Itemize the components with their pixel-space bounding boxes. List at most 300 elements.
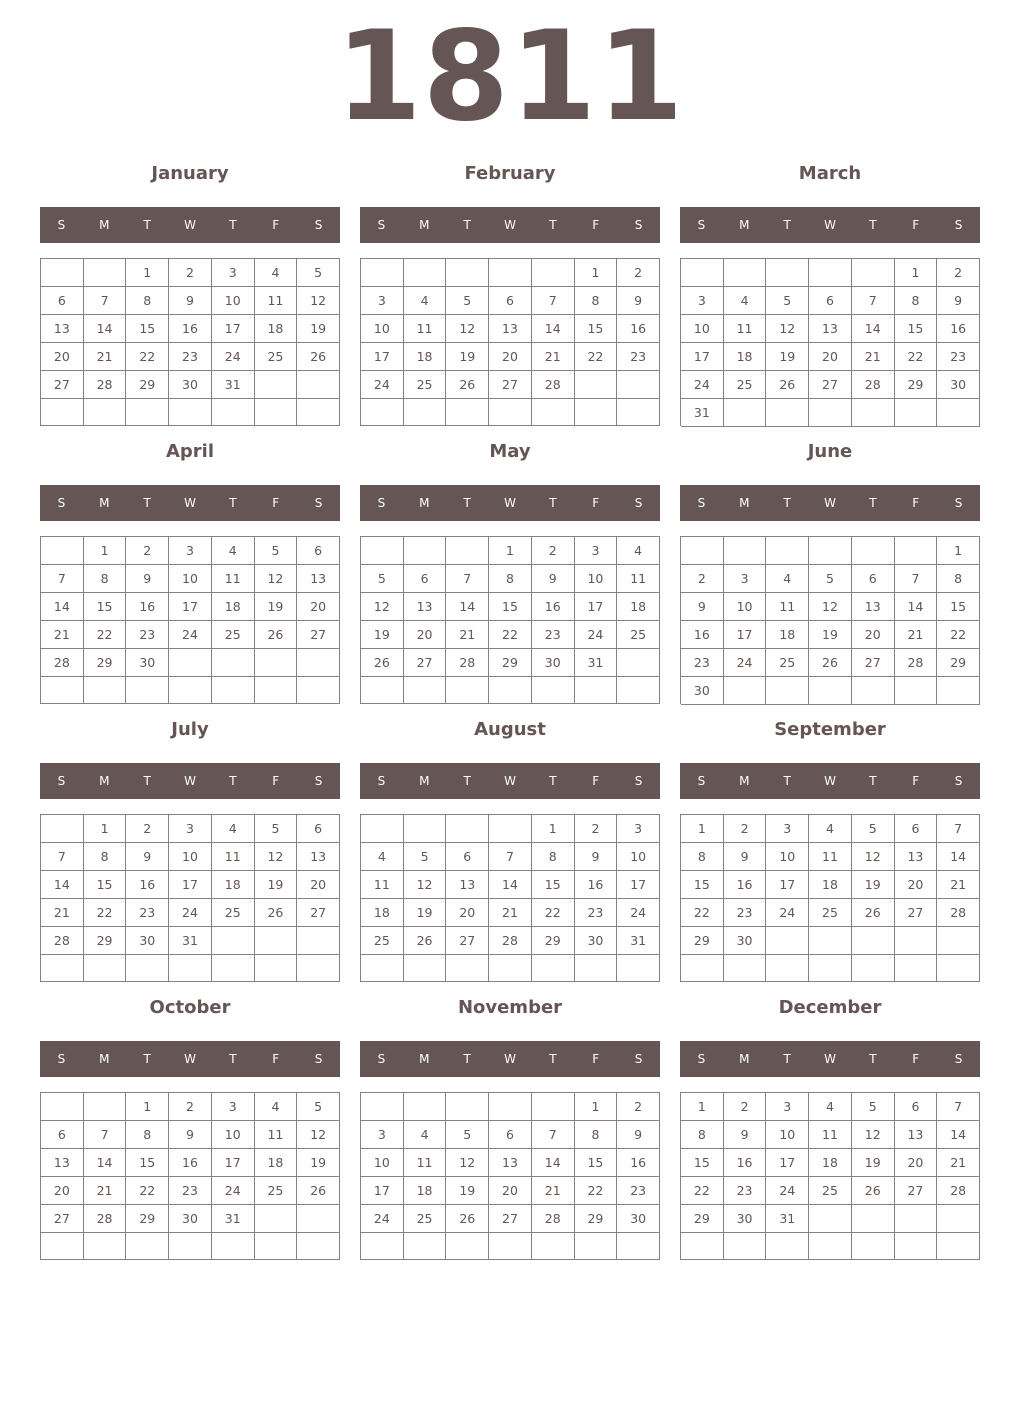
day-cell: 5 — [852, 1093, 895, 1121]
day-cell: 4 — [212, 815, 255, 843]
day-cell: 13 — [297, 843, 340, 871]
month-name: May — [489, 441, 531, 462]
day-cell: 9 — [681, 593, 724, 621]
weekday-label: W — [504, 774, 516, 788]
empty-cell — [937, 677, 980, 705]
day-cell: 15 — [937, 593, 980, 621]
day-cell: 21 — [41, 899, 84, 927]
day-cell: 15 — [575, 315, 618, 343]
empty-cell — [84, 1233, 127, 1260]
day-cell: 9 — [126, 565, 169, 593]
day-cell: 9 — [532, 565, 575, 593]
empty-cell — [446, 955, 489, 982]
empty-cell — [404, 399, 447, 426]
day-cell: 7 — [84, 1121, 127, 1149]
day-cell: 27 — [297, 899, 340, 927]
weekday-label: S — [314, 496, 323, 510]
day-cell: 10 — [575, 565, 618, 593]
empty-cell — [404, 815, 447, 843]
empty-cell — [169, 1233, 212, 1260]
day-cell: 29 — [895, 371, 938, 399]
day-cell: 13 — [41, 1149, 84, 1177]
day-cell: 29 — [681, 1205, 724, 1233]
empty-cell — [361, 1093, 404, 1121]
day-cell: 7 — [84, 287, 127, 315]
weekday-label: T — [549, 1052, 557, 1066]
day-cell: 10 — [617, 843, 660, 871]
weekday-header — [360, 763, 660, 799]
day-cell: 14 — [41, 593, 84, 621]
weekday-label: T — [229, 218, 237, 232]
weekday-label: T — [463, 218, 471, 232]
day-cell: 31 — [212, 1205, 255, 1233]
weekday-label: F — [272, 496, 280, 510]
day-cell: 16 — [617, 315, 660, 343]
weekday-label: F — [912, 1052, 920, 1066]
day-cell: 25 — [617, 621, 660, 649]
day-cell: 14 — [532, 315, 575, 343]
day-cell: 20 — [446, 899, 489, 927]
day-cell: 24 — [212, 343, 255, 371]
empty-cell — [895, 1205, 938, 1233]
empty-cell — [809, 399, 852, 427]
day-cell: 20 — [895, 871, 938, 899]
day-cell: 23 — [126, 621, 169, 649]
day-cell: 30 — [724, 927, 767, 955]
day-cell: 27 — [489, 371, 532, 399]
weekday-label: T — [783, 496, 791, 510]
day-cell: 14 — [41, 871, 84, 899]
day-cell: 18 — [809, 871, 852, 899]
day-cell: 11 — [404, 315, 447, 343]
month-name: January — [151, 163, 229, 184]
weekday-label: M — [419, 496, 430, 510]
day-cell: 21 — [937, 871, 980, 899]
day-cell: 14 — [937, 843, 980, 871]
day-cell: 9 — [169, 1121, 212, 1149]
day-cell: 30 — [169, 371, 212, 399]
day-cell: 10 — [766, 843, 809, 871]
empty-cell — [489, 955, 532, 982]
weekday-header — [360, 485, 660, 521]
weekday-label: T — [549, 218, 557, 232]
day-cell: 15 — [126, 315, 169, 343]
weekday-label: S — [57, 496, 66, 510]
day-cell: 9 — [724, 1121, 767, 1149]
day-cell: 23 — [724, 1177, 767, 1205]
day-cell: 13 — [895, 843, 938, 871]
day-cell: 5 — [404, 843, 447, 871]
month-name: July — [171, 719, 209, 740]
empty-cell — [41, 1093, 84, 1121]
day-cell: 13 — [41, 315, 84, 343]
day-cell: 17 — [169, 593, 212, 621]
day-cell: 5 — [766, 287, 809, 315]
empty-cell — [852, 399, 895, 427]
day-cell: 8 — [84, 565, 127, 593]
weekday-label: S — [634, 774, 643, 788]
weekday-label: S — [377, 218, 386, 232]
day-cell: 15 — [681, 871, 724, 899]
empty-cell — [361, 537, 404, 565]
weekday-label: S — [377, 774, 386, 788]
day-cell: 13 — [446, 871, 489, 899]
day-cell: 17 — [212, 1149, 255, 1177]
day-cell: 6 — [809, 287, 852, 315]
day-cell: 2 — [937, 259, 980, 287]
day-grid — [40, 258, 340, 426]
empty-cell — [575, 955, 618, 982]
day-cell: 29 — [126, 371, 169, 399]
day-grid — [360, 258, 660, 426]
day-cell: 8 — [575, 287, 618, 315]
weekday-label: M — [99, 774, 110, 788]
day-cell: 11 — [255, 1121, 298, 1149]
day-cell: 1 — [895, 259, 938, 287]
day-cell: 1 — [575, 259, 618, 287]
day-cell: 12 — [446, 315, 489, 343]
empty-cell — [895, 1233, 938, 1260]
day-cell: 17 — [361, 1177, 404, 1205]
day-cell: 28 — [852, 371, 895, 399]
empty-cell — [809, 537, 852, 565]
day-cell: 29 — [84, 927, 127, 955]
day-grid — [360, 814, 660, 982]
weekday-label: F — [912, 496, 920, 510]
empty-cell — [212, 399, 255, 426]
weekday-label: F — [592, 218, 600, 232]
day-cell: 20 — [404, 621, 447, 649]
day-cell: 8 — [489, 565, 532, 593]
empty-cell — [41, 1233, 84, 1260]
day-cell: 15 — [681, 1149, 724, 1177]
empty-cell — [41, 537, 84, 565]
day-cell: 13 — [297, 565, 340, 593]
weekday-label: W — [184, 774, 196, 788]
day-cell: 21 — [84, 1177, 127, 1205]
day-cell: 15 — [84, 593, 127, 621]
weekday-label: M — [99, 218, 110, 232]
day-cell: 18 — [617, 593, 660, 621]
day-grid — [360, 536, 660, 704]
day-cell: 14 — [489, 871, 532, 899]
empty-cell — [532, 259, 575, 287]
empty-cell — [297, 399, 340, 426]
day-cell: 18 — [404, 343, 447, 371]
empty-cell — [489, 677, 532, 704]
weekday-label: W — [184, 218, 196, 232]
day-cell: 27 — [895, 1177, 938, 1205]
empty-cell — [255, 1205, 298, 1233]
empty-cell — [297, 649, 340, 677]
weekday-label: S — [314, 218, 323, 232]
day-cell: 7 — [937, 1093, 980, 1121]
day-cell: 28 — [446, 649, 489, 677]
day-cell: 9 — [937, 287, 980, 315]
weekday-label: S — [697, 1052, 706, 1066]
day-cell: 22 — [126, 1177, 169, 1205]
day-cell: 2 — [532, 537, 575, 565]
weekday-label: S — [57, 774, 66, 788]
day-cell: 3 — [169, 537, 212, 565]
empty-cell — [724, 259, 767, 287]
day-cell: 16 — [617, 1149, 660, 1177]
day-cell: 7 — [489, 843, 532, 871]
weekday-label: M — [419, 1052, 430, 1066]
weekday-label: W — [824, 1052, 836, 1066]
day-cell: 23 — [169, 343, 212, 371]
day-cell: 26 — [297, 343, 340, 371]
weekday-label: T — [143, 1052, 151, 1066]
day-cell: 14 — [84, 315, 127, 343]
weekday-label: T — [549, 496, 557, 510]
weekday-label: M — [739, 496, 750, 510]
empty-cell — [361, 677, 404, 704]
day-cell: 30 — [169, 1205, 212, 1233]
empty-cell — [766, 259, 809, 287]
empty-cell — [212, 927, 255, 955]
day-grid — [680, 258, 980, 426]
day-cell: 25 — [255, 343, 298, 371]
day-cell: 16 — [724, 1149, 767, 1177]
empty-cell — [575, 1233, 618, 1260]
day-cell: 1 — [681, 1093, 724, 1121]
day-cell: 22 — [126, 343, 169, 371]
weekday-label: W — [184, 1052, 196, 1066]
weekday-label: W — [504, 1052, 516, 1066]
day-cell: 29 — [937, 649, 980, 677]
day-cell: 3 — [212, 1093, 255, 1121]
day-cell: 9 — [617, 287, 660, 315]
day-cell: 28 — [84, 1205, 127, 1233]
empty-cell — [404, 537, 447, 565]
empty-cell — [212, 1233, 255, 1260]
day-grid — [680, 814, 980, 982]
day-cell: 6 — [895, 815, 938, 843]
month-name: December — [778, 997, 882, 1018]
weekday-header — [360, 207, 660, 243]
empty-cell — [809, 1233, 852, 1260]
weekday-label: F — [272, 1052, 280, 1066]
day-cell: 24 — [212, 1177, 255, 1205]
day-cell: 30 — [126, 927, 169, 955]
day-cell: 6 — [41, 1121, 84, 1149]
day-cell: 23 — [126, 899, 169, 927]
weekday-label: T — [229, 496, 237, 510]
day-cell: 21 — [489, 899, 532, 927]
day-cell: 4 — [724, 287, 767, 315]
day-cell: 19 — [852, 871, 895, 899]
day-cell: 19 — [255, 871, 298, 899]
weekday-label: T — [783, 774, 791, 788]
day-cell: 26 — [361, 649, 404, 677]
day-cell: 29 — [575, 1205, 618, 1233]
day-cell: 1 — [575, 1093, 618, 1121]
empty-cell — [255, 1233, 298, 1260]
day-cell: 22 — [84, 621, 127, 649]
empty-cell — [895, 399, 938, 427]
day-cell: 12 — [852, 1121, 895, 1149]
day-cell: 26 — [255, 899, 298, 927]
day-cell: 10 — [169, 565, 212, 593]
day-cell: 2 — [724, 1093, 767, 1121]
weekday-label: M — [99, 496, 110, 510]
day-cell: 13 — [489, 315, 532, 343]
day-cell: 7 — [852, 287, 895, 315]
weekday-label: W — [184, 496, 196, 510]
day-grid — [680, 536, 980, 704]
day-cell: 20 — [297, 593, 340, 621]
day-cell: 1 — [489, 537, 532, 565]
day-cell: 16 — [126, 871, 169, 899]
empty-cell — [937, 1205, 980, 1233]
day-cell: 19 — [852, 1149, 895, 1177]
day-cell: 3 — [766, 815, 809, 843]
empty-cell — [169, 649, 212, 677]
day-cell: 26 — [852, 1177, 895, 1205]
day-cell: 30 — [575, 927, 618, 955]
weekday-label: W — [504, 218, 516, 232]
weekday-header — [360, 1041, 660, 1077]
empty-cell — [404, 1093, 447, 1121]
day-cell: 10 — [766, 1121, 809, 1149]
day-cell: 4 — [404, 287, 447, 315]
day-cell: 10 — [169, 843, 212, 871]
empty-cell — [809, 955, 852, 982]
weekday-header — [40, 763, 340, 799]
day-cell: 5 — [255, 537, 298, 565]
day-cell: 27 — [489, 1205, 532, 1233]
day-cell: 14 — [937, 1121, 980, 1149]
day-cell: 30 — [681, 677, 724, 705]
empty-cell — [446, 399, 489, 426]
day-cell: 8 — [681, 843, 724, 871]
day-cell: 31 — [617, 927, 660, 955]
day-cell: 28 — [895, 649, 938, 677]
day-cell: 10 — [212, 1121, 255, 1149]
day-cell: 4 — [361, 843, 404, 871]
day-cell: 13 — [852, 593, 895, 621]
empty-cell — [809, 1205, 852, 1233]
weekday-label: M — [739, 1052, 750, 1066]
day-cell: 28 — [84, 371, 127, 399]
day-cell: 7 — [41, 843, 84, 871]
day-cell: 31 — [212, 371, 255, 399]
day-cell: 6 — [489, 287, 532, 315]
weekday-label: T — [229, 774, 237, 788]
day-cell: 9 — [169, 287, 212, 315]
weekday-label: F — [272, 218, 280, 232]
day-cell: 15 — [532, 871, 575, 899]
empty-cell — [446, 259, 489, 287]
day-cell: 17 — [169, 871, 212, 899]
day-grid — [40, 536, 340, 704]
day-cell: 11 — [212, 843, 255, 871]
day-cell: 23 — [681, 649, 724, 677]
empty-cell — [895, 677, 938, 705]
empty-cell — [297, 1205, 340, 1233]
day-cell: 12 — [255, 843, 298, 871]
day-cell: 10 — [724, 593, 767, 621]
day-cell: 15 — [895, 315, 938, 343]
day-cell: 12 — [809, 593, 852, 621]
day-cell: 24 — [724, 649, 767, 677]
weekday-label: F — [912, 218, 920, 232]
day-cell: 31 — [681, 399, 724, 427]
day-cell: 13 — [489, 1149, 532, 1177]
day-cell: 24 — [766, 899, 809, 927]
weekday-label: S — [697, 496, 706, 510]
day-cell: 2 — [126, 815, 169, 843]
day-cell: 24 — [361, 371, 404, 399]
day-cell: 21 — [84, 343, 127, 371]
day-cell: 3 — [361, 1121, 404, 1149]
empty-cell — [41, 399, 84, 426]
day-cell: 27 — [895, 899, 938, 927]
day-cell: 19 — [446, 343, 489, 371]
weekday-label: M — [739, 218, 750, 232]
day-cell: 7 — [532, 1121, 575, 1149]
day-cell: 16 — [169, 315, 212, 343]
empty-cell — [212, 649, 255, 677]
day-cell: 3 — [724, 565, 767, 593]
day-cell: 2 — [169, 1093, 212, 1121]
day-cell: 24 — [766, 1177, 809, 1205]
empty-cell — [895, 537, 938, 565]
day-cell: 1 — [681, 815, 724, 843]
day-cell: 22 — [84, 899, 127, 927]
empty-cell — [617, 1233, 660, 1260]
empty-cell — [126, 677, 169, 704]
weekday-label: T — [869, 1052, 877, 1066]
empty-cell — [532, 1093, 575, 1121]
day-cell: 2 — [575, 815, 618, 843]
day-cell: 20 — [41, 1177, 84, 1205]
month-name: June — [807, 441, 853, 462]
day-cell: 23 — [617, 1177, 660, 1205]
day-cell: 2 — [169, 259, 212, 287]
empty-cell — [169, 399, 212, 426]
day-cell: 27 — [41, 371, 84, 399]
empty-cell — [937, 927, 980, 955]
weekday-label: S — [377, 496, 386, 510]
empty-cell — [617, 371, 660, 399]
day-cell: 16 — [724, 871, 767, 899]
weekday-label: S — [314, 1052, 323, 1066]
empty-cell — [809, 677, 852, 705]
weekday-label: T — [463, 1052, 471, 1066]
empty-cell — [297, 371, 340, 399]
day-cell: 9 — [724, 843, 767, 871]
day-cell: 7 — [446, 565, 489, 593]
day-cell: 19 — [446, 1177, 489, 1205]
day-grid — [680, 1092, 980, 1260]
day-cell: 3 — [617, 815, 660, 843]
weekday-label: W — [824, 496, 836, 510]
day-cell: 12 — [766, 315, 809, 343]
day-cell: 5 — [361, 565, 404, 593]
day-cell: 29 — [681, 927, 724, 955]
day-cell: 22 — [681, 899, 724, 927]
empty-cell — [724, 537, 767, 565]
day-cell: 23 — [617, 343, 660, 371]
day-cell: 6 — [895, 1093, 938, 1121]
day-cell: 25 — [361, 927, 404, 955]
day-cell: 11 — [361, 871, 404, 899]
empty-cell — [766, 677, 809, 705]
day-cell: 18 — [255, 1149, 298, 1177]
day-cell: 2 — [724, 815, 767, 843]
